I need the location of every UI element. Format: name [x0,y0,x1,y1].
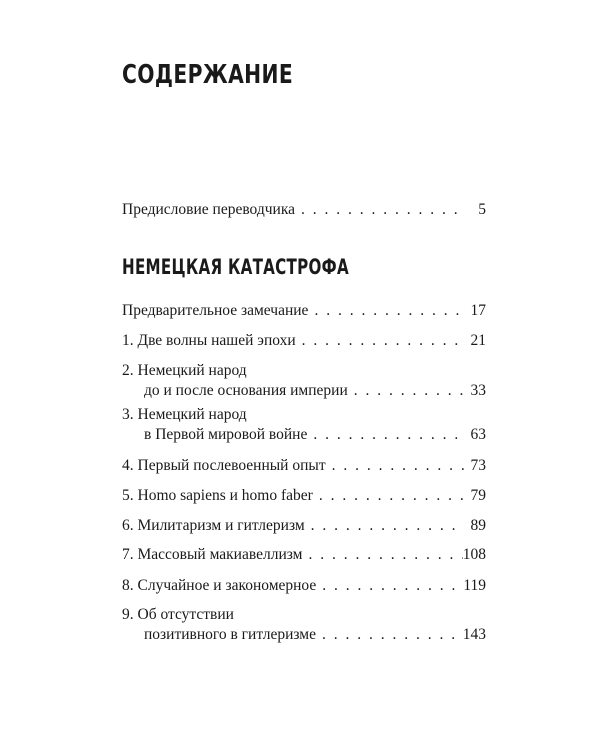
toc-entry [122,301,486,321]
toc-entry-page: 108 [462,546,486,563]
toc-entry-title: 5. Homo sapiens и homo faber [122,487,313,504]
toc-entry [122,605,486,645]
dot-leader [316,576,463,596]
toc-entry [122,331,486,351]
dot-leader [316,625,463,645]
toc-entry-page: 73 [470,457,486,474]
toc-entry-page: 79 [470,487,486,504]
dot-leader [295,200,464,220]
toc-entry-title-line1: 3. Немецкий народ [122,406,247,423]
dot-leader [296,331,464,351]
toc-entry [122,361,486,401]
toc-entry-title: 6. Милитаризм и гитлеризм [122,517,305,534]
toc-entry [122,576,486,596]
dot-leader [302,545,462,565]
toc-entry [122,486,486,506]
toc-entry-page: 21 [470,332,486,349]
toc-entry-title: 8. Случайное и закономерное [122,577,317,594]
toc-entry [122,456,486,476]
toc-entry-title: 4. Первый послевоенный опыт [122,457,326,474]
toc-entry-page: 89 [470,517,486,534]
page-title: СОДЕРЖАНИЕ [122,60,294,90]
section-title: НЕМЕЦКАЯ КАТАСТРОФА [122,255,349,279]
dot-leader [308,301,464,321]
toc-entry-title: в Первой мировой войне [144,426,308,443]
dot-leader [326,456,464,476]
dot-leader [305,516,464,536]
dot-leader [348,381,464,401]
toc-entry-preface [122,200,486,220]
toc-entry-page: 33 [470,382,486,399]
toc-entry-page: 5 [478,201,486,218]
toc-entry [122,405,486,445]
toc-entry-page: 17 [470,302,486,319]
toc-entry-page: 143 [462,626,486,643]
dot-leader [313,486,464,506]
toc-entry-title: Предисловие переводчика [122,201,296,218]
toc-entry-title: до и после основания империи [144,382,348,399]
dot-leader [307,425,464,445]
toc-entry-page: 63 [470,426,486,443]
toc-entry-title: позитивного в гитлеризме [144,626,316,643]
toc-entry-title: Предварительное замечание [122,302,309,319]
toc-entry-title: 7. Массовый макиавеллизм [122,546,303,563]
toc-entry-title-line1: 2. Немецкий народ [122,362,247,379]
toc-entry [122,516,486,536]
toc-entry-title-line1: 9. Об отсутствии [122,606,234,623]
toc-entry-title: 1. Две волны нашей эпохи [122,332,296,349]
toc-entry [122,545,486,565]
toc-entry-page: 119 [463,577,486,594]
